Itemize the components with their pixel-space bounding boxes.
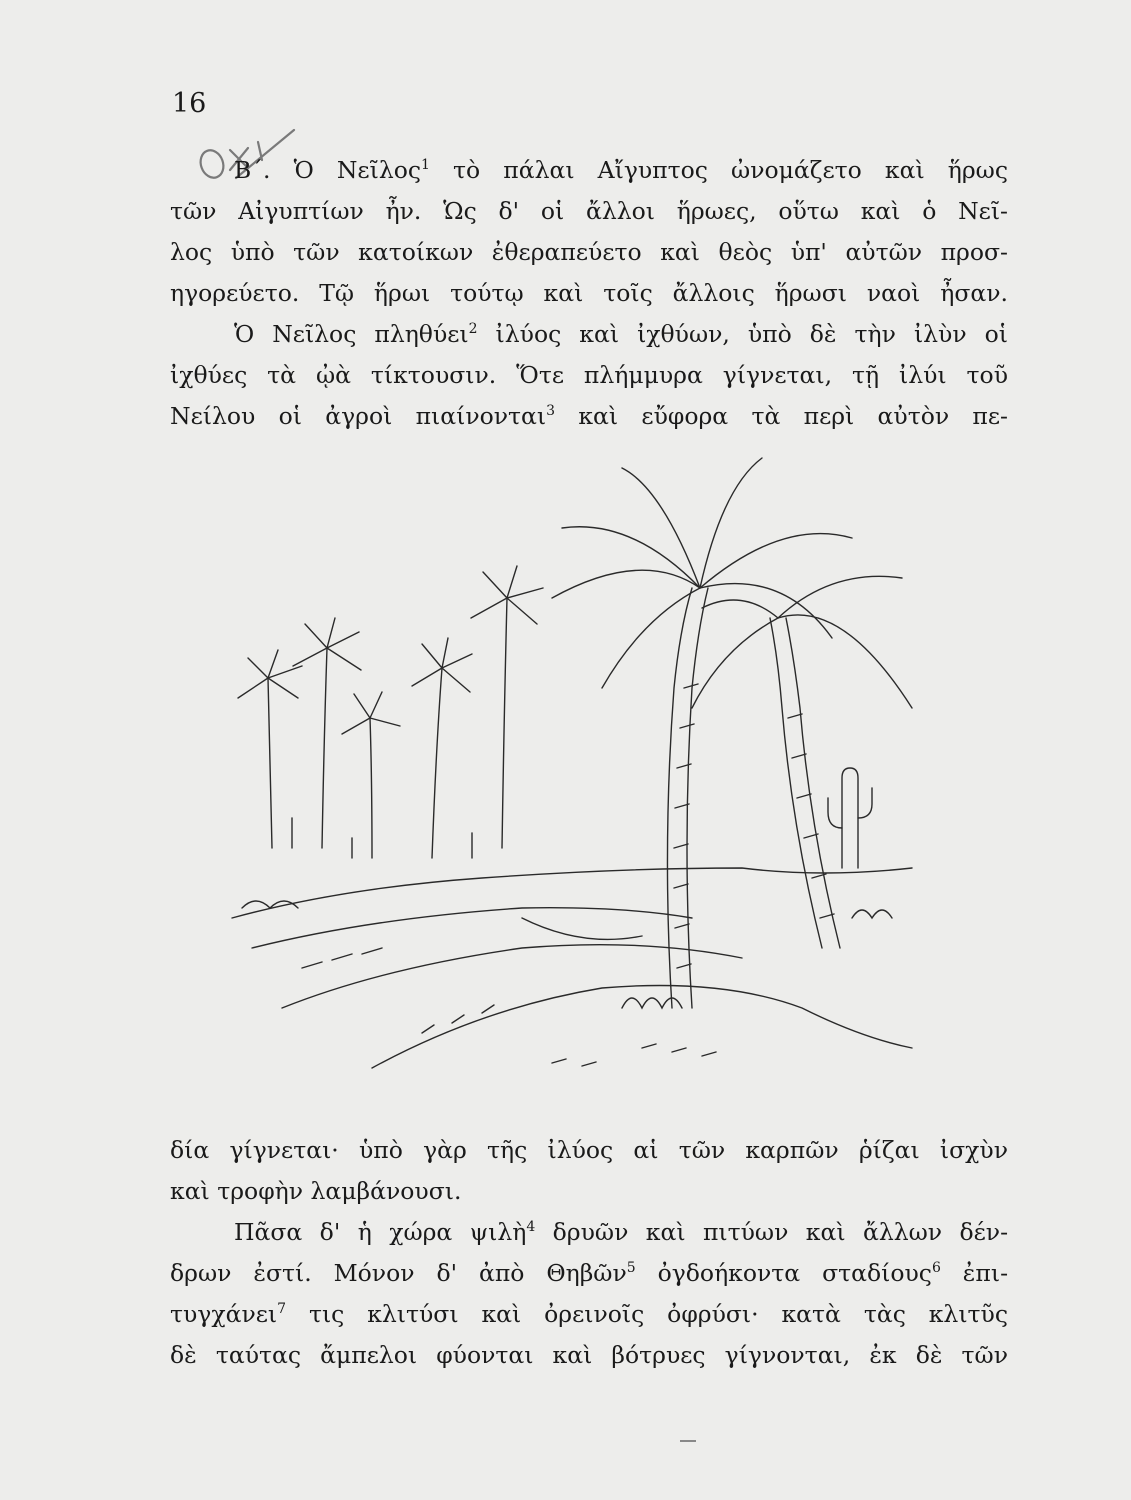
text-line: δία γίγνεται· ὑπὸ γὰρ τῆς ἰλύος αἱ τῶν καρπῶν ῥίζαι ἰσχὺν — [170, 1136, 1008, 1164]
river-bank-line — [252, 908, 692, 948]
text-line: Πᾶσα δ' ἡ χώρα ψιλὴ$^4$ δρυῶν καὶ πιτύων καὶ ἄλλων δέν- — [234, 1218, 1009, 1246]
main-palm-left — [552, 458, 852, 1008]
palm-oasis-illustration — [222, 448, 922, 1098]
scan-mark — [680, 1440, 696, 1442]
footnote-ref: 7 — [277, 1301, 287, 1318]
text-line: τῶν Αἰγυπτίων ἦν. Ὡς δ' οἱ ἄλλοι ἥρωες, οὕτω καὶ ὁ Νεῖ- — [170, 197, 1008, 225]
distant-palm-grove — [238, 566, 543, 858]
text-line: λος ὑπὸ τῶν κατοίκων ἐθεραπεύετο καὶ θεὸς ὑπ' αὐτῶν προσ- — [170, 238, 1008, 266]
text-line: Β΄. Ὁ Νεῖλος$^1$ τὸ πάλαι Αἴγυπτος ὠνομάζετο καὶ ἥρως — [234, 156, 1008, 184]
footnote-ref: 1 — [421, 157, 430, 174]
text-line: καὶ τροφὴν λαμβάνουσι. — [170, 1177, 462, 1205]
paragraph-fields-fertile — [170, 1130, 1008, 1212]
footnote-ref: 6 — [931, 1260, 941, 1277]
text-block-bottom — [170, 1130, 1008, 1376]
footnote-ref: 2 — [468, 321, 478, 338]
ground-hatching — [302, 948, 716, 1066]
text-line: δὲ ταύτας ἄμπελοι φύονται καὶ βότρυες γίγνονται, ἐκ δὲ τῶν — [170, 1341, 1008, 1369]
text-line: δρων ἐστί. Μόνον δ' ἀπὸ Θηβῶν$^5$ ὀγδοήκοντα σταδίους$^6$ ἐπι- — [170, 1259, 1009, 1287]
text-line: ηγορεύετο. Τῷ ἥρωι τούτῳ καὶ τοῖς ἄλλοις ἥρωσι ναοὶ ἦσαν. — [170, 279, 1008, 307]
text-line: Νείλου οἱ ἀγροὶ πιαίνονται$^3$ καὶ εὔφορα τὰ περὶ αὐτὸν πε- — [170, 402, 1008, 430]
bush — [852, 910, 892, 918]
text-line: τυγχάνει$^7$ τις κλιτύσι καὶ ὀρεινοῖς ὀφρύσι· κατὰ τὰς κλιτῦς — [170, 1300, 1008, 1328]
main-palm-right — [692, 576, 912, 948]
text-line: ἰχθύες τὰ ᾠὰ τίκτουσιν. Ὅτε πλήμμυρα γίγνεται, τῇ ἰλύι τοῦ — [170, 361, 1008, 389]
footnote-ref: 4 — [526, 1219, 536, 1236]
bush — [622, 998, 682, 1008]
river-bank-line — [372, 986, 912, 1069]
footnote-ref: 3 — [546, 403, 556, 420]
paragraph-bare-land — [170, 1212, 1008, 1376]
footnote-ref: 5 — [626, 1260, 636, 1277]
paragraph-nile-hero — [170, 150, 1008, 314]
river-bank-line — [522, 918, 642, 939]
cactus — [828, 768, 872, 868]
page-number: 16 — [172, 88, 207, 119]
paragraph-nile-silt — [170, 314, 1008, 437]
text-line: Ὁ Νεῖλος πληθύει$^2$ ἰλύος καὶ ἰχθύων, ὑπὸ δὲ τὴν ἰλὺν οἱ — [234, 320, 1008, 348]
text-block-top — [170, 150, 1008, 437]
